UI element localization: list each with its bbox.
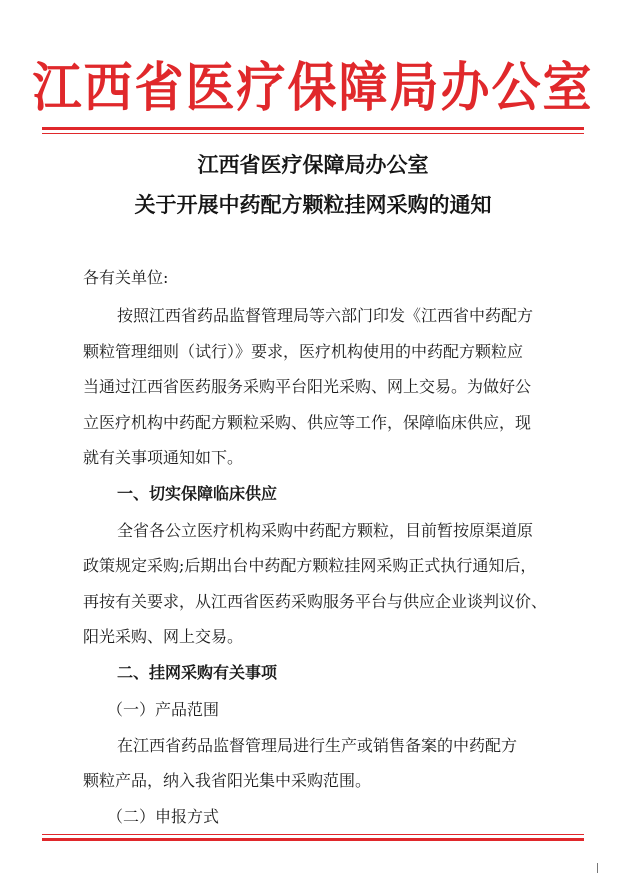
intro-line: 立医疗机构中药配方颗粒采购、供应等工作，保障临床供应，现 xyxy=(83,413,532,432)
section-1-line: 阳光采购、网上交易。 xyxy=(83,627,244,646)
intro-line: 按照江西省药品监督管理局等六部门印发《江西省中药配方 xyxy=(117,306,534,325)
salutation: 各有关单位: xyxy=(83,268,169,287)
subsection-1-line: 在江西省药品监督管理局进行生产或销售备案的中药配方 xyxy=(117,736,518,755)
subsection-2-heading: （二）申报方式 xyxy=(107,807,220,826)
header-red-rule-thick xyxy=(42,127,584,130)
masthead-agency-name: 江西省医疗保障局办公室 xyxy=(32,56,594,119)
section-1-line: 政策规定采购;后期出台中药配方颗粒挂网采购正式执行通知后， xyxy=(83,556,537,575)
subsection-1-heading: （一）产品范围 xyxy=(107,700,220,719)
section-1-line: 全省各公立医疗机构采购中药配方颗粒，目前暂按原渠道原 xyxy=(117,521,534,540)
footer-red-rule-thin xyxy=(42,834,584,835)
section-1-line: 再按有关要求，从江西省医药采购服务平台与供应企业谈判议价、 xyxy=(83,592,548,611)
subsection-1-line: 颗粒产品，纳入我省阳光集中采购范围。 xyxy=(83,771,372,790)
intro-line: 颗粒管理细则（试行）》要求，医疗机构使用的中药配方颗粒应 xyxy=(83,342,524,361)
document-title-line-1: 江西省医疗保障局办公室 xyxy=(197,152,429,177)
document-title-line-2: 关于开展中药配方颗粒挂网采购的通知 xyxy=(134,192,492,217)
footer-red-rule-thick xyxy=(42,838,584,841)
intro-line: 当通过江西省医药服务采购平台阳光采购、网上交易。为做好公 xyxy=(83,377,532,396)
header-red-rule-thin xyxy=(42,133,584,134)
intro-line: 就有关事项通知如下。 xyxy=(83,448,244,467)
section-2-heading: 二、挂网采购有关事项 xyxy=(117,663,278,682)
scan-edge-mark xyxy=(597,863,598,873)
section-1-heading: 一、切实保障临床供应 xyxy=(117,484,278,503)
